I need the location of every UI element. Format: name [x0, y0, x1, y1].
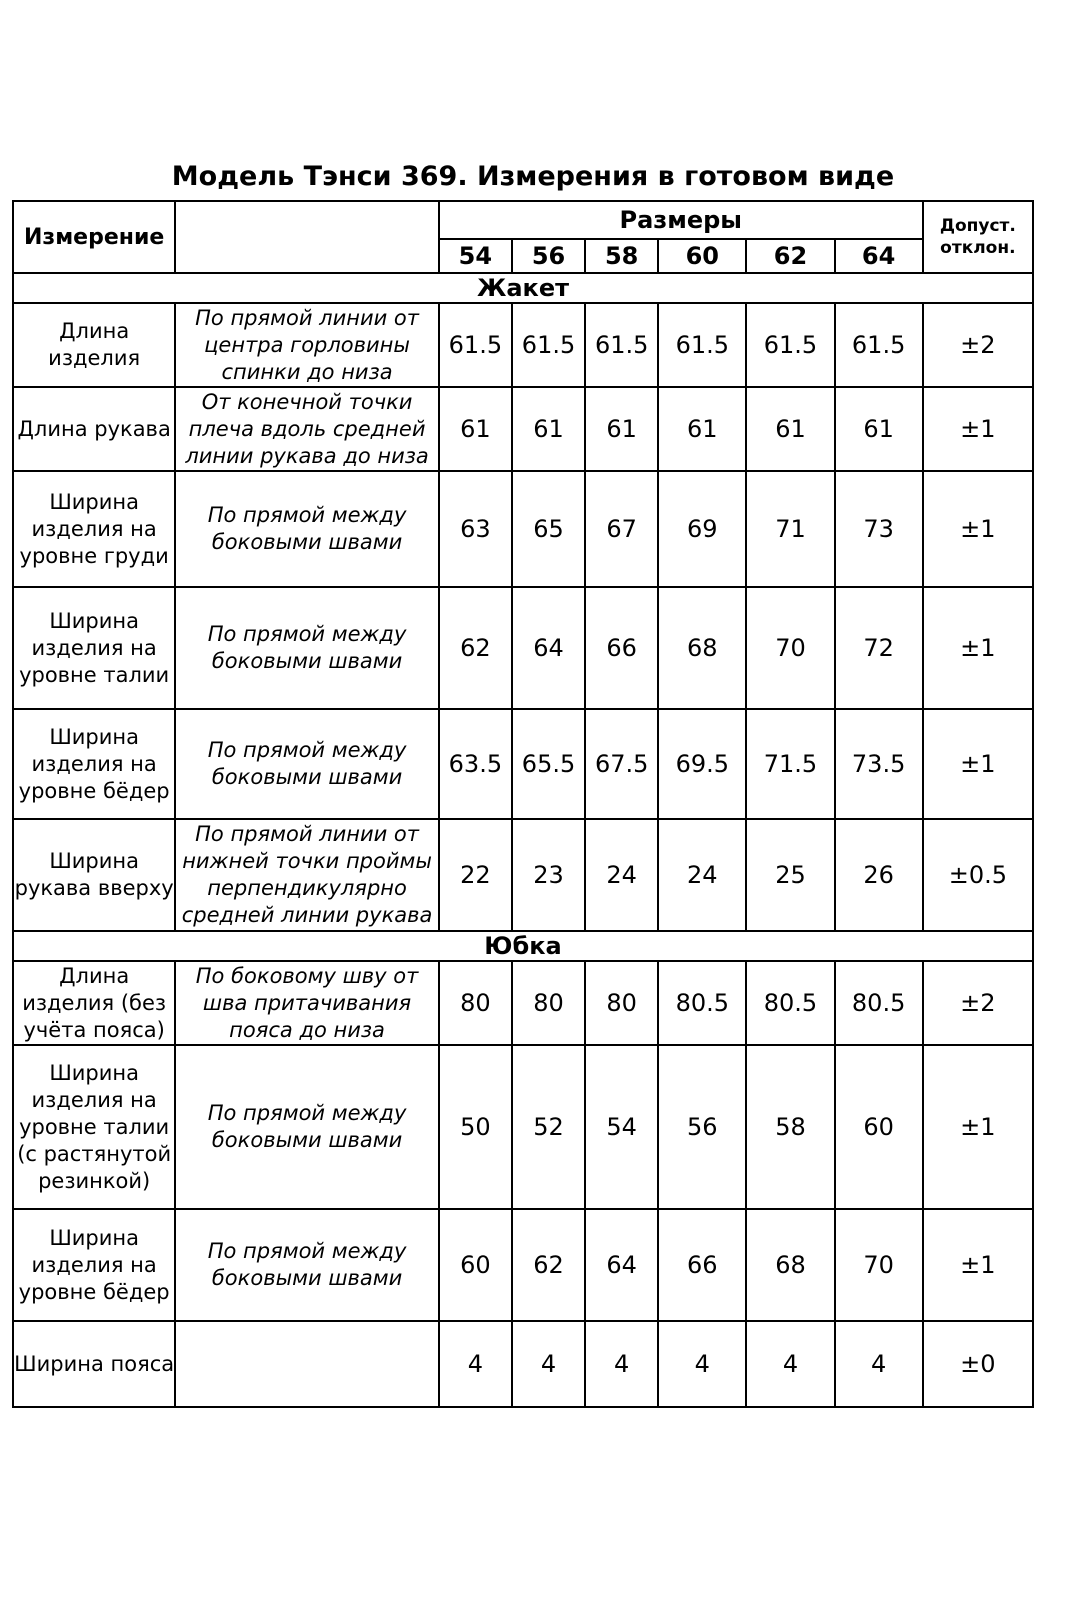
measurement-value: 61.5 [439, 303, 512, 387]
table-row [13, 819, 1033, 931]
size-header: 56 [512, 239, 585, 273]
measurement-value: 61.5 [746, 303, 834, 387]
measurement-description: По прямой линии от нижней точки проймы перпендикулярно средней линии рукава [175, 819, 439, 931]
measurement-description: По прямой между боковыми швами [175, 1045, 439, 1209]
measurement-name: Длина изделия [13, 303, 175, 387]
tolerance-value: ±0 [923, 1321, 1033, 1407]
measurement-value: 23 [512, 819, 585, 931]
measurement-value: 52 [512, 1045, 585, 1209]
measurement-value: 61 [746, 387, 834, 471]
measurement-value: 72 [835, 587, 923, 709]
measurement-value: 61.5 [835, 303, 923, 387]
tolerance-label-line2: отклон. [940, 238, 1016, 258]
section-row [13, 931, 1033, 961]
table-row [13, 709, 1033, 819]
measurement-value: 56 [658, 1045, 746, 1209]
table-row [13, 303, 1033, 387]
measurement-value: 80.5 [835, 961, 923, 1045]
measurement-name: Ширина рукава вверху [13, 819, 175, 931]
measurement-value: 63.5 [439, 709, 512, 819]
measurement-value: 66 [658, 1209, 746, 1321]
table-row [13, 961, 1033, 1045]
measurement-value: 70 [835, 1209, 923, 1321]
measurement-value: 73 [835, 471, 923, 587]
measurement-value: 64 [585, 1209, 658, 1321]
header-row [13, 201, 1033, 239]
table-row [13, 471, 1033, 587]
measurement-value: 61 [512, 387, 585, 471]
measurement-description: По прямой между боковыми швами [175, 471, 439, 587]
tolerance-value: ±1 [923, 587, 1033, 709]
measurement-value: 25 [746, 819, 834, 931]
measurement-name: Ширина изделия на уровне груди [13, 471, 175, 587]
size-header: 64 [835, 239, 923, 273]
measurement-value: 64 [512, 587, 585, 709]
table-row [13, 587, 1033, 709]
description-header [175, 201, 439, 273]
measurement-value: 80.5 [658, 961, 746, 1045]
tolerance-label-line1: Допуст. [939, 216, 1016, 236]
measure-header: Измерение [13, 201, 175, 273]
measurement-value: 4 [585, 1321, 658, 1407]
size-header: 62 [746, 239, 834, 273]
measurement-value: 63 [439, 471, 512, 587]
measurement-value: 70 [746, 587, 834, 709]
table-row [13, 387, 1033, 471]
table-row [13, 1321, 1033, 1407]
measurement-value: 66 [585, 587, 658, 709]
measurement-value: 73.5 [835, 709, 923, 819]
section-title: Жакет [13, 273, 1033, 303]
table-row [13, 1209, 1033, 1321]
measurement-value: 61.5 [512, 303, 585, 387]
measurement-value: 80 [439, 961, 512, 1045]
measurement-description: По прямой между боковыми швами [175, 1209, 439, 1321]
measurement-value: 26 [835, 819, 923, 931]
document-title: Модель Тэнси 369. Измерения в готовом виде [171, 161, 895, 192]
measurement-value: 61 [585, 387, 658, 471]
measurement-name: Длина изделия (без учёта пояса) [13, 961, 175, 1045]
tolerance-value: ±1 [923, 1209, 1033, 1321]
measurement-value: 4 [439, 1321, 512, 1407]
measurement-value: 68 [658, 587, 746, 709]
measurement-value: 4 [658, 1321, 746, 1407]
measurement-value: 62 [512, 1209, 585, 1321]
measurement-value: 62 [439, 587, 512, 709]
measurement-value: 61.5 [658, 303, 746, 387]
measurement-name: Ширина изделия на уровне талии (с растянутой резинкой) [13, 1045, 175, 1209]
measurement-value: 71 [746, 471, 834, 587]
measurement-value: 68 [746, 1209, 834, 1321]
measurement-name: Ширина пояса [13, 1321, 175, 1407]
measurement-value: 80 [512, 961, 585, 1045]
measurement-value: 4 [835, 1321, 923, 1407]
measurement-value: 22 [439, 819, 512, 931]
measurement-name: Длина рукава [13, 387, 175, 471]
measurement-value: 60 [439, 1209, 512, 1321]
size-header: 58 [585, 239, 658, 273]
measurement-value: 4 [512, 1321, 585, 1407]
measurement-value: 61 [835, 387, 923, 471]
table-row [13, 1045, 1033, 1209]
tolerance-value: ±0.5 [923, 819, 1033, 931]
section-title: Юбка [13, 931, 1033, 961]
section-row [13, 273, 1033, 303]
sizes-header: Размеры [439, 201, 923, 239]
measurement-description: По прямой линии от центра горловины спинки до низа [175, 303, 439, 387]
size-header: 60 [658, 239, 746, 273]
measurement-value: 4 [746, 1321, 834, 1407]
measurement-value: 58 [746, 1045, 834, 1209]
tolerance-value: ±1 [923, 1045, 1033, 1209]
measurement-value: 80.5 [746, 961, 834, 1045]
tolerance-value: ±2 [923, 961, 1033, 1045]
measurement-value: 65 [512, 471, 585, 587]
tolerance-header [923, 201, 1033, 273]
measurement-value: 50 [439, 1045, 512, 1209]
tolerance-value: ±1 [923, 471, 1033, 587]
measurement-value: 65.5 [512, 709, 585, 819]
measurement-value: 69 [658, 471, 746, 587]
size-header: 54 [439, 239, 512, 273]
measurement-table [12, 200, 1034, 1408]
measurement-value: 69.5 [658, 709, 746, 819]
tolerance-value: ±1 [923, 709, 1033, 819]
measurement-description: По прямой между боковыми швами [175, 587, 439, 709]
tolerance-value: ±1 [923, 387, 1033, 471]
measurement-value: 60 [835, 1045, 923, 1209]
measurement-value: 54 [585, 1045, 658, 1209]
measurement-name: Ширина изделия на уровне бёдер [13, 1209, 175, 1321]
measurement-name: Ширина изделия на уровне бёдер [13, 709, 175, 819]
measurement-value: 61 [658, 387, 746, 471]
measurement-value: 71.5 [746, 709, 834, 819]
measurement-value: 67.5 [585, 709, 658, 819]
measurement-description: По прямой между боковыми швами [175, 709, 439, 819]
measurement-value: 24 [658, 819, 746, 931]
measurement-value: 24 [585, 819, 658, 931]
measurement-value: 61.5 [585, 303, 658, 387]
measurement-description: По боковому шву от шва притачивания пояса до низа [175, 961, 439, 1045]
measurement-description: От конечной точки плеча вдоль средней линии рукава до низа [175, 387, 439, 471]
measurement-name: Ширина изделия на уровне талии [13, 587, 175, 709]
measurement-value: 61 [439, 387, 512, 471]
tolerance-value: ±2 [923, 303, 1033, 387]
measurement-description [175, 1321, 439, 1407]
measurement-value: 67 [585, 471, 658, 587]
measurement-value: 80 [585, 961, 658, 1045]
